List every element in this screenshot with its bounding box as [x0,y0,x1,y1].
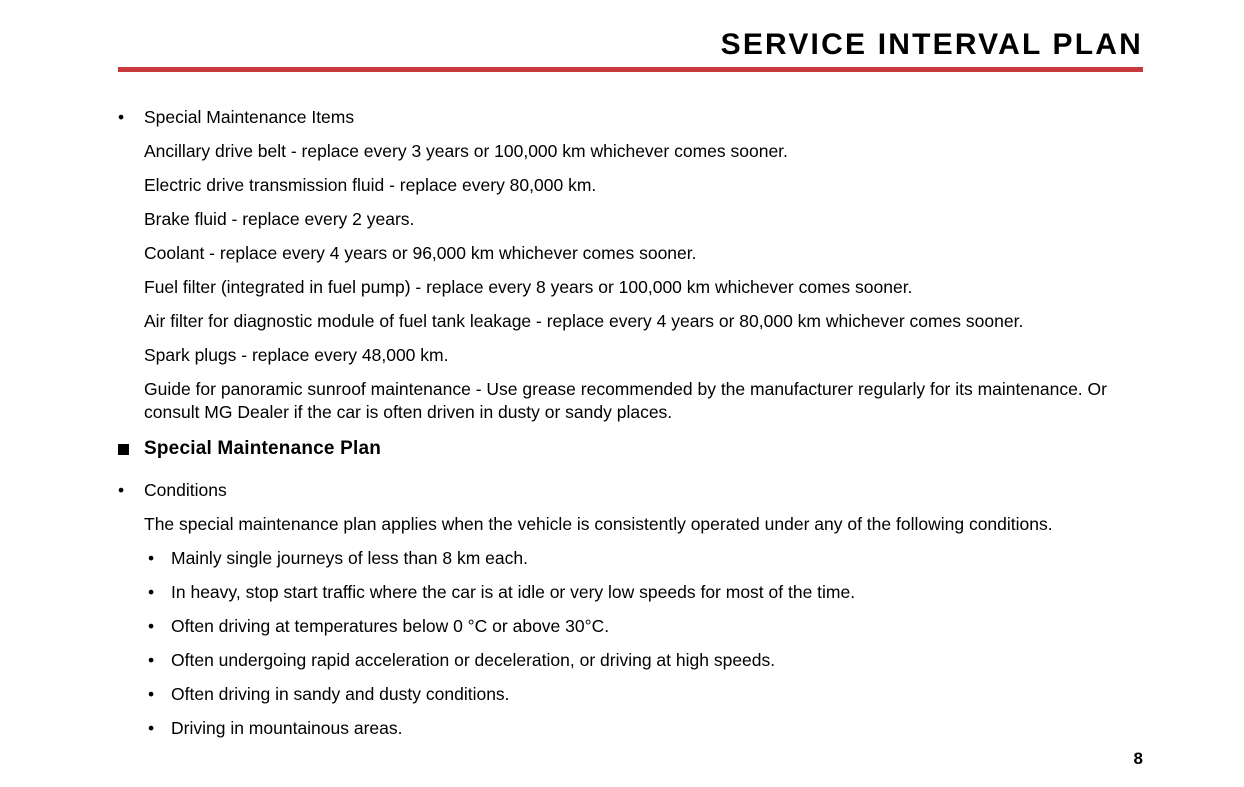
list-item-label: Conditions [144,480,227,500]
bullet-icon: • [118,107,125,127]
text-line: Fuel filter (integrated in fuel pump) - replace every 8 years or 100,000 km whichever comes sooner. [144,277,913,297]
text-line: Coolant - replace every 4 years or 96,000 km whichever comes sooner. [144,243,697,263]
bullet-icon: • [148,718,155,738]
page-content [0,100,1244,745]
list-item [0,643,1244,677]
list-item [0,711,1244,745]
list-item-label: In heavy, stop start traffic where the car is at idle or very low speeds for most of the time. [171,582,856,602]
list-item-label: Mainly single journeys of less than 8 km each. [171,548,528,568]
sunroof-maintenance-paragraph: Guide for panoramic sunroof maintenance - Use grease recommended by the manufacturer regularly for its maintenance. Or consult MG Dealer if the car is often driven in dusty or sandy places. [144,379,1107,422]
title-divider-rule [118,67,1143,72]
page-title: SERVICE INTERVAL PLAN [720,28,1143,61]
list-item [0,609,1244,643]
square-bullet-icon [118,444,129,455]
list-item-special-maintenance-items [0,100,1244,134]
section-heading-special-maintenance-plan [0,431,1244,467]
list-item-label: Often driving in sandy and dusty conditions. [171,684,510,704]
list-item-label: Often driving at temperatures below 0 °C or above 30°C. [171,616,610,636]
text-line: Electric drive transmission fluid - replace every 80,000 km. [144,175,597,195]
bullet-icon: • [148,548,155,568]
conditions-intro-text: The special maintenance plan applies when the vehicle is consistently operated under any of the following conditions. [144,514,1053,534]
text-line: Spark plugs - replace every 48,000 km. [144,345,449,365]
bullet-icon: • [148,616,155,636]
list-item-label: Often undergoing rapid acceleration or deceleration, or driving at high speeds. [171,650,776,670]
list-item-label: Special Maintenance Items [144,107,355,127]
list-item [0,541,1244,575]
page-number: 8 [1133,749,1143,768]
list-item [0,575,1244,609]
text-line: Ancillary drive belt - replace every 3 years or 100,000 km whichever comes sooner. [144,141,788,161]
list-item-label: Driving in mountainous areas. [171,718,403,738]
bullet-icon: • [148,582,155,602]
bullet-icon: • [118,480,125,500]
list-item-conditions [0,473,1244,507]
page-header [118,28,1143,72]
text-line: Brake fluid - replace every 2 years. [144,209,415,229]
bullet-icon: • [148,650,155,670]
section-heading-label: Special Maintenance Plan [144,438,382,459]
text-line: Air filter for diagnostic module of fuel tank leakage - replace every 4 years or 80,000 km whichever comes sooner. [144,311,1024,331]
bullet-icon: • [148,684,155,704]
list-item [0,677,1244,711]
